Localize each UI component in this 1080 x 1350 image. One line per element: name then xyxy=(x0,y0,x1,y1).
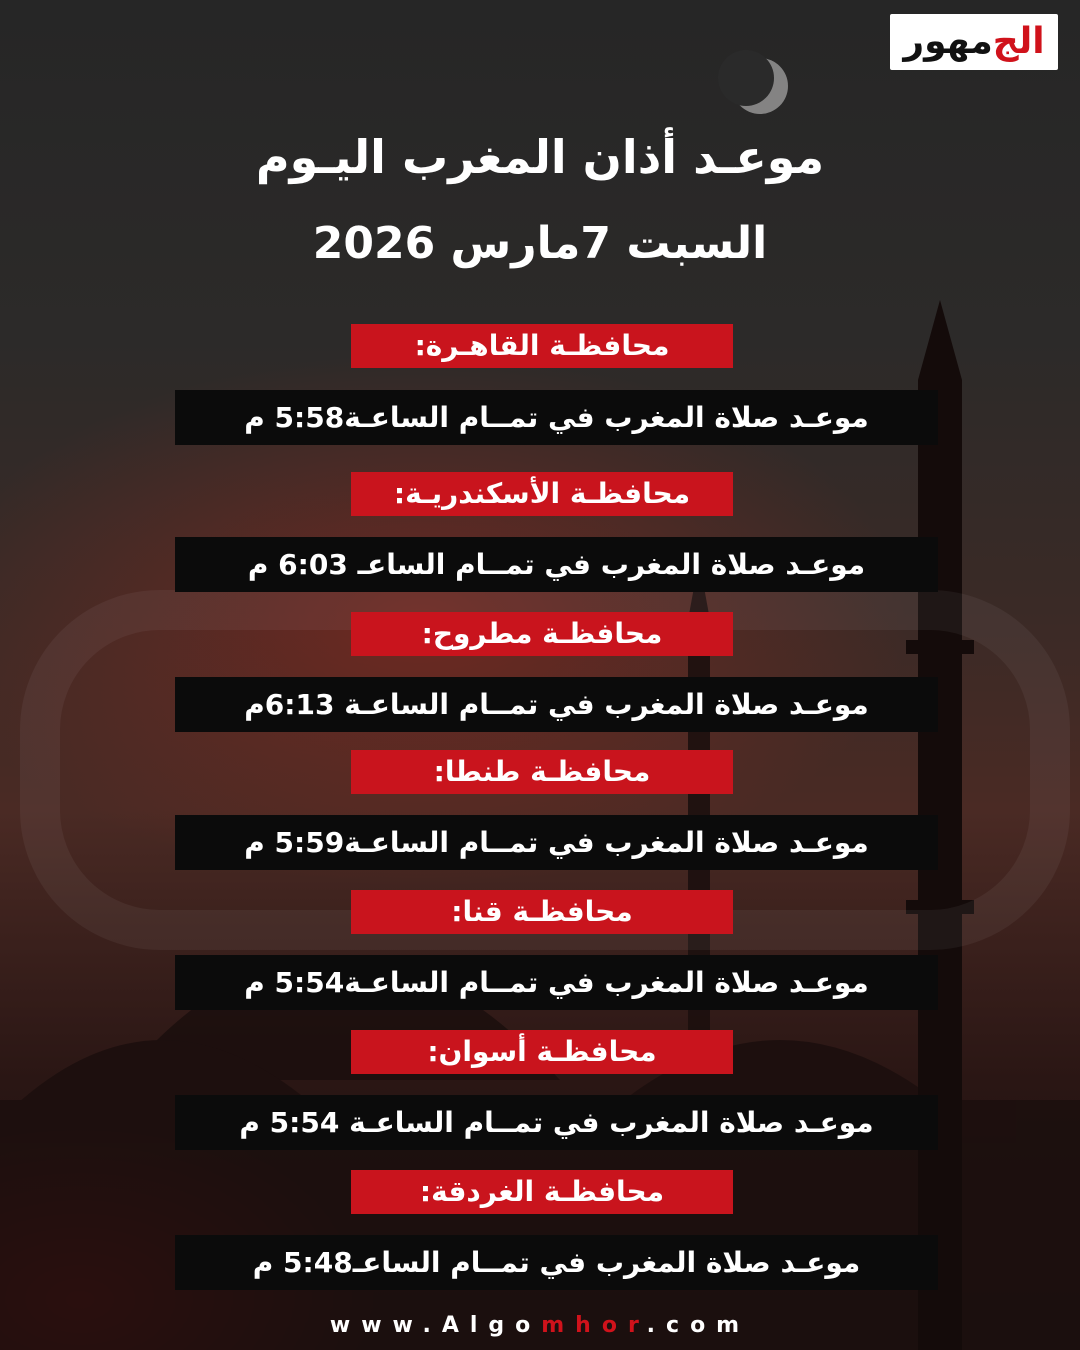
website-link[interactable] xyxy=(0,1313,1080,1338)
maghrib-time-aswan: موعـد صلاة المغرب في تمــام الساعـة 5:54 م xyxy=(175,1095,938,1150)
governorate-label-hurghada: محافظـة الغردقة: xyxy=(351,1170,733,1214)
governorate-label-alexandria: محافظـة الأسكندريـة: xyxy=(351,472,733,516)
maghrib-time-hurghada: موعـد صلاة المغرب في تمــام الساعـ5:48 م xyxy=(175,1235,938,1290)
website-part-1: www.Algo xyxy=(329,1313,542,1338)
page-title: موعـد أذان المغرب اليـوم xyxy=(255,130,825,184)
page-subtitle-date: السبت 7مارس 2026 xyxy=(312,218,768,269)
logo-black-text: مهور xyxy=(903,21,993,62)
logo-red-text: الج xyxy=(992,21,1045,62)
maghrib-time-tanta: موعـد صلاة المغرب في تمــام الساعـة5:59 م xyxy=(175,815,938,870)
maghrib-time-alexandria: موعـد صلاة المغرب في تمــام الساعـ 6:03 م xyxy=(175,537,938,592)
governorate-label-qena: محافظـة قنا: xyxy=(351,890,733,934)
governorate-label-tanta: محافظـة طنطا: xyxy=(351,750,733,794)
website-part-2: mhor xyxy=(541,1313,647,1338)
governorate-label-aswan: محافظـة أسوان: xyxy=(351,1030,733,1074)
governorate-label-matrouh: محافظـة مطروح: xyxy=(351,612,733,656)
maghrib-time-qena: موعـد صلاة المغرب في تمــام الساعـة5:54 م xyxy=(175,955,938,1010)
governorate-label-cairo: محافظـة القاهـرة: xyxy=(351,324,733,368)
maghrib-time-cairo: موعـد صلاة المغرب في تمــام الساعـة5:58 م xyxy=(175,390,938,445)
crescent-moon-icon xyxy=(718,50,788,114)
maghrib-time-matrouh: موعـد صلاة المغرب في تمــام الساعـة 6:13م xyxy=(175,677,938,732)
brand-logo[interactable] xyxy=(890,14,1058,70)
website-part-3: .com xyxy=(646,1313,751,1338)
